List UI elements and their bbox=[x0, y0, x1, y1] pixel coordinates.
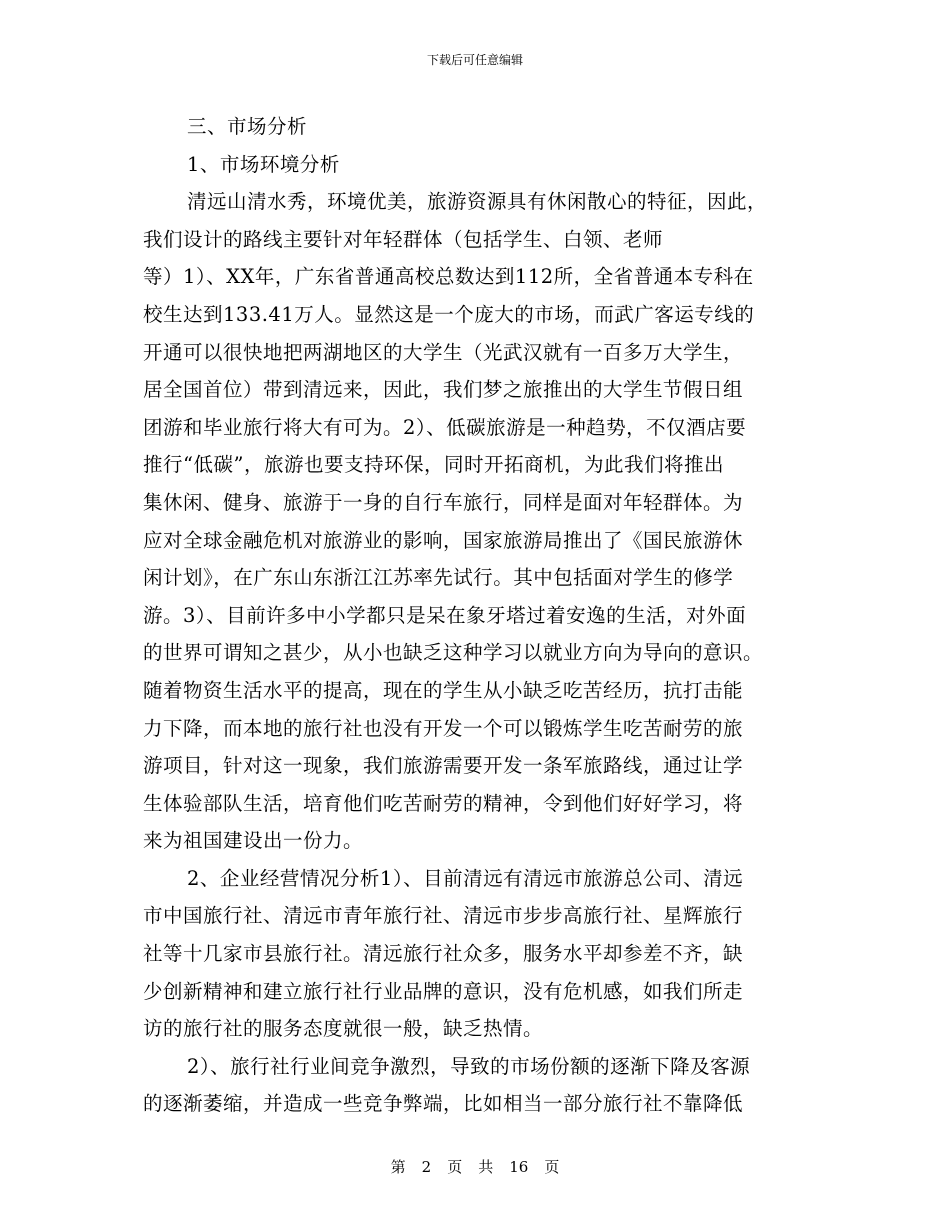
paragraph-line: 开通可以很快地把两湖地区的大学生（光武汉就有一百多万大学生， bbox=[143, 340, 744, 364]
paragraph-line: 的逐渐萎缩，并造成一些竞争弊端，比如相当一部分旅行社不靠降低 bbox=[143, 1092, 744, 1116]
total-pages: 16 bbox=[509, 1158, 529, 1176]
paragraph-line: 2）、旅行社行业间竞争激烈，导致的市场份额的逐渐下降及客源 bbox=[187, 1054, 751, 1078]
page-number: 2 bbox=[421, 1158, 432, 1176]
paragraph-line: 的世界可谓知之甚少，从小也缺乏这种学习以就业方向为导向的意识。 bbox=[143, 641, 764, 665]
paragraph-line: 清远山清水秀，环境优美，旅游资源具有休闲散心的特征，因此， bbox=[187, 190, 768, 214]
paragraph-line: 游项目，针对这一现象，我们旅游需要开发一条军旅路线，通过让学 bbox=[143, 754, 744, 778]
paragraph-line: 市中国旅行社、清远市青年旅行社、清远市步步高旅行社、星辉旅行 bbox=[143, 904, 744, 928]
paragraph-line: 少创新精神和建立旅行社行业品牌的意识，没有危机感，如我们所走 bbox=[143, 979, 744, 1003]
page-label-post: 页 bbox=[544, 1158, 560, 1176]
page-header: 下载后可任意编辑 bbox=[426, 53, 523, 67]
subsection-heading: 1、市场环境分析 bbox=[187, 152, 340, 176]
paragraph-line: 应对全球金融危机对旅游业的影响，国家旅游局推出了《国民旅游休 bbox=[143, 528, 744, 552]
paragraph-line: 游。3）、目前许多中小学都只是呆在象牙塔过着安逸的生活，对外面 bbox=[143, 603, 747, 627]
paragraph-line: 居全国首位）带到清远来，因此，我们梦之旅推出的大学生节假日组 bbox=[143, 378, 744, 402]
paragraph-line: 社等十几家市县旅行社。清远旅行社众多，服务水平却参差不齐，缺 bbox=[143, 942, 744, 966]
paragraph-line: 访的旅行社的服务态度就很一般，缺乏热情。 bbox=[143, 1017, 544, 1041]
paragraph-line: 随着物资生活水平的提高，现在的学生从小缺乏吃苦经历，抗打击能 bbox=[143, 678, 744, 702]
paragraph-line: 团游和毕业旅行将大有可为。2）、低碳旅游是一种趋势，不仅酒店要 bbox=[143, 415, 747, 439]
total-label: 共 bbox=[478, 1158, 494, 1176]
paragraph-line: 等）1）、XX年，广东省普通高校总数达到112所，全省普通本专科在 bbox=[143, 265, 754, 289]
section-heading: 三、市场分析 bbox=[187, 115, 308, 138]
page-label-pre: 第 bbox=[390, 1158, 406, 1176]
page-footer bbox=[0, 1157, 950, 1177]
paragraph-line: 我们设计的路线主要针对年轻群体（包括学生、白领、老师 bbox=[143, 227, 664, 251]
page-label-mid: 页 bbox=[447, 1158, 463, 1176]
paragraph-line: 闲计划》，在广东山东浙江江苏率先试行。其中包括面对学生的修学 bbox=[143, 566, 734, 590]
paragraph-line: 2、企业经营情况分析1）、目前清远有清远市旅游总公司、清远 bbox=[187, 866, 744, 890]
document-body bbox=[143, 108, 808, 1123]
paragraph-line: 推行“低碳”，旅游也要支持环保，同时开拓商机，为此我们将推出 bbox=[143, 453, 724, 477]
paragraph-line: 来为祖国建设出一份力。 bbox=[143, 829, 364, 853]
paragraph-line: 生体验部队生活，培育他们吃苦耐劳的精神，令到他们好好学习，将 bbox=[143, 791, 744, 815]
paragraph-line: 力下降，而本地的旅行社也没有开发一个可以锻炼学生吃苦耐劳的旅 bbox=[143, 716, 744, 740]
paragraph-line: 校生达到133.41万人。显然这是一个庞大的市场，而武广客运专线的 bbox=[143, 302, 755, 326]
paragraph-line: 集休闲、健身、旅游于一身的自行车旅行，同样是面对年轻群体。为 bbox=[143, 490, 744, 514]
